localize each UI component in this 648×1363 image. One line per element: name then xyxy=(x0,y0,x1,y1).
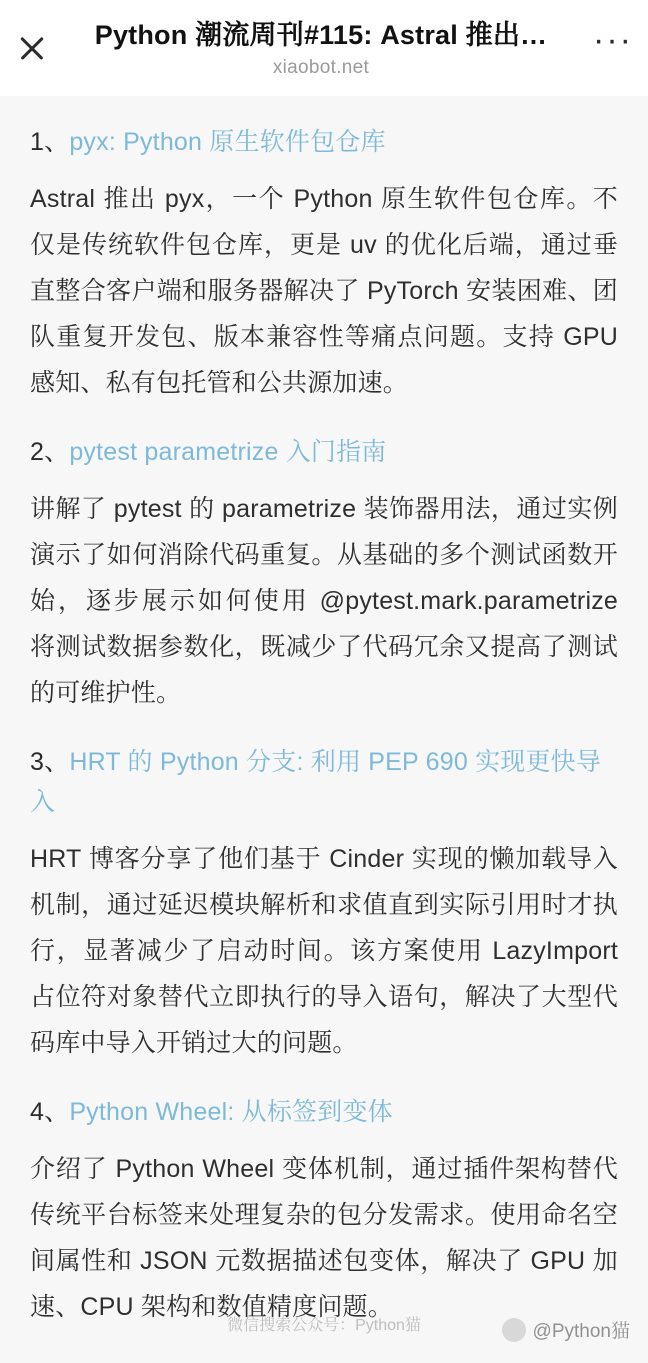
section-heading-2 xyxy=(30,432,618,472)
article-content xyxy=(0,96,648,1363)
section-body-1: Astral 推出 pyx，一个 Python 原生软件包仓库。不仅是传统软件包仓库，更是 uv 的优化后端，通过垂直整合客户端和服务器解决了 PyTorch 安装困难、团队重复开发包、版本兼容性等痛点问题。支持 GPU 感知、私有包托管和公共源加速。 xyxy=(30,185,618,397)
section-body-4: 介绍了 Python Wheel 变体机制，通过插件架构替代传统平台标签来处理复杂的包分发需求。使用命名空间属性和 JSON 元数据描述包变体，解决了 GPU 加速、CPU 架构和数值精度问题。 xyxy=(30,1155,618,1321)
section-number-2: 2、 xyxy=(30,438,70,466)
watermark-handle: @Python猫 xyxy=(532,1321,630,1342)
section-link-4[interactable]: Python Wheel: 从标签到变体 xyxy=(69,1098,393,1126)
close-icon xyxy=(17,33,47,63)
watermark-center: 微信搜索公众号：Python猫 xyxy=(227,1317,421,1334)
section-number-3: 3、 xyxy=(30,748,70,776)
more-options-button[interactable] xyxy=(578,18,648,78)
section-link-3[interactable]: HRT 的 Python 分支: 利用 PEP 690 实现更快导入 xyxy=(30,748,602,816)
more-ellipsis-icon: ··· xyxy=(593,21,633,59)
section-link-1[interactable]: pyx: Python 原生软件包仓库 xyxy=(69,128,386,156)
section-number-4: 4、 xyxy=(30,1098,70,1126)
page-subtitle: xiaobot.net xyxy=(272,57,370,78)
section-heading-4 xyxy=(30,1092,618,1132)
section-link-2[interactable]: pytest parametrize 入门指南 xyxy=(69,438,387,466)
section-body-3: HRT 博客分享了他们基于 Cinder 实现的懒加载导入机制，通过延迟模块解析和求值直到实际引用时才执行，显著减少了启动时间。该方案使用 LazyImport 占位符对象替代立即执行的导入语句，解决了大型代码库中导入开销过大的问题。 xyxy=(30,845,618,1057)
page-title: Python 潮流周刊#115: Astral 推出… xyxy=(94,20,548,50)
section-heading-1 xyxy=(30,122,618,162)
close-button[interactable] xyxy=(0,18,64,78)
app-header xyxy=(0,0,648,96)
section-number-1: 1、 xyxy=(30,128,70,156)
section-heading-3 xyxy=(30,742,618,822)
header-title-block xyxy=(64,18,578,82)
section-body-2: 讲解了 pytest 的 parametrize 装饰器用法，通过实例演示了如何消除代码重复。从基础的多个测试函数开始，逐步展示如何使用 @pytest.mark.parametrize 将测试数据参数化，既减少了代码冗余又提高了测试的可维护性。 xyxy=(30,495,618,707)
